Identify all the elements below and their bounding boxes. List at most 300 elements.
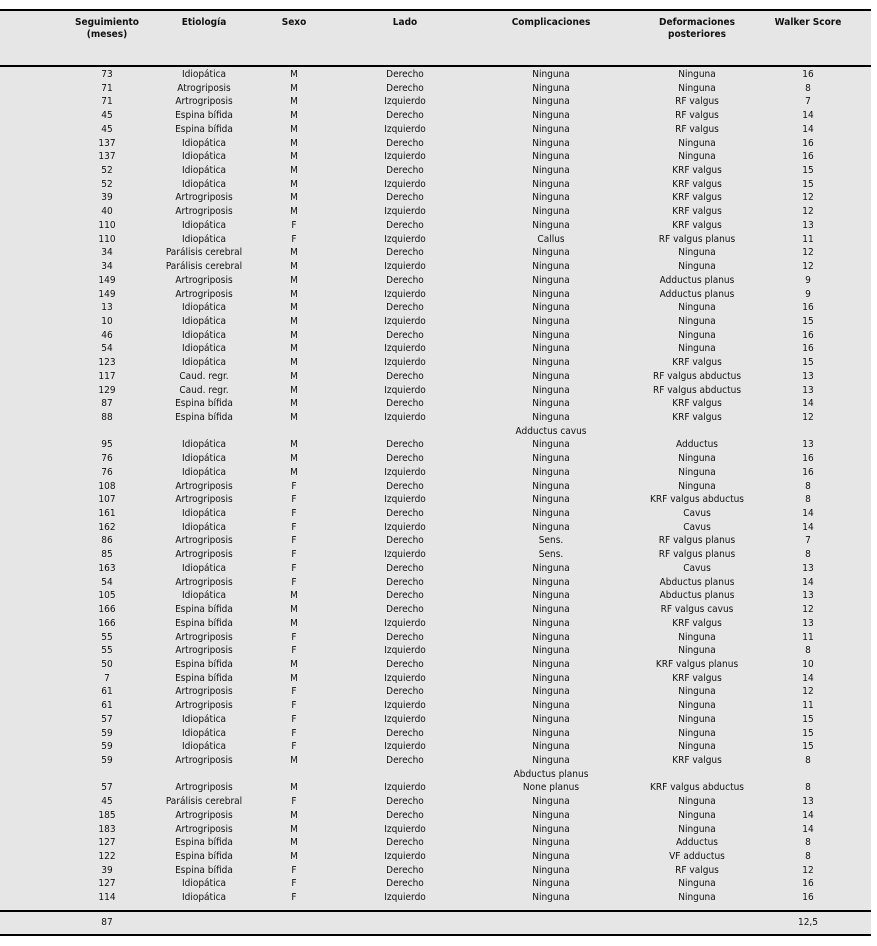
cell-lado: Derecho [386, 192, 424, 204]
cell-complicaciones: Ninguna [532, 439, 570, 451]
cell-sexo: M [290, 137, 298, 149]
cell-seguimiento: 45 [101, 123, 113, 135]
cell-deformaciones: Ninguna [678, 645, 716, 657]
cell-deformaciones: Ninguna [678, 261, 716, 273]
table-row [0, 260, 871, 274]
cell-complicaciones: Ninguna [532, 700, 570, 712]
cell-seguimiento: 55 [101, 631, 113, 643]
cell-complicaciones: Ninguna [532, 892, 570, 904]
cell-seguimiento: 86 [101, 535, 113, 547]
cell-complicaciones: Ninguna [532, 453, 570, 465]
cell-seguimiento: 59 [101, 741, 113, 753]
cell-seguimiento: 34 [101, 247, 113, 259]
cell-walker-score: 8 [805, 645, 811, 657]
cell-seguimiento: 166 [98, 604, 116, 616]
cell-deformaciones: Cavus [683, 562, 711, 574]
cell-deformaciones: Ninguna [678, 480, 716, 492]
cell-lado: Derecho [386, 302, 424, 314]
header-seguimiento [75, 17, 139, 41]
table-row [0, 754, 871, 768]
table-row [0, 288, 871, 302]
table-row [0, 95, 871, 109]
cell-seguimiento: 161 [98, 508, 116, 520]
table-body [0, 67, 871, 912]
cell-sexo: M [290, 151, 298, 163]
cell-etiologia: Idiopática [181, 165, 227, 177]
cell-complicaciones: Callus [537, 233, 565, 245]
cell-lado: Izquierdo [384, 672, 426, 684]
cell-complicaciones: Ninguna [532, 370, 570, 382]
cell-seguimiento: 149 [98, 288, 116, 300]
cell-lado: Derecho [386, 82, 424, 94]
table-row [0, 534, 871, 548]
cell-complicaciones: Ninguna [532, 878, 570, 890]
cell-deformaciones: Ninguna [678, 453, 716, 465]
cell-walker-score: 12 [802, 686, 814, 698]
cell-etiologia: Parálisis cerebral [165, 247, 243, 259]
table-row [0, 507, 871, 521]
cell-etiologia: Artrogriposis [175, 288, 233, 300]
cell-seguimiento: 34 [101, 261, 113, 273]
header-lado: Lado [392, 17, 418, 28]
table-row [0, 205, 871, 219]
cell-sexo: M [290, 343, 298, 355]
cell-walker-score: 14 [802, 823, 814, 835]
cell-deformaciones: Ninguna [678, 137, 716, 149]
cell-complicaciones: Ninguna [532, 219, 570, 231]
cell-sexo: F [291, 645, 297, 657]
cell-sexo: M [290, 412, 298, 423]
cell-complicaciones: Ninguna [532, 357, 570, 369]
cell-etiologia: Artrogriposis [175, 645, 233, 657]
cell-sexo: M [290, 755, 298, 766]
cell-seguimiento: 162 [98, 521, 116, 533]
cell-sexo: M [290, 247, 298, 259]
cell-sexo: F [291, 219, 297, 231]
cell-complicaciones: Ninguna [532, 178, 570, 190]
cell-etiologia: Caud. regr. [179, 370, 229, 382]
cell-seguimiento: 123 [98, 357, 116, 369]
cell-complicaciones: Ninguna [532, 686, 570, 698]
cell-deformaciones: Adductus planus [659, 288, 735, 300]
cell-lado: Izquierdo [384, 315, 426, 327]
cell-lado: Izquierdo [384, 617, 426, 629]
cell-etiologia: Idiopática [181, 343, 227, 355]
cell-complicaciones: Ninguna [532, 864, 570, 876]
cell-complicaciones: Ninguna [532, 302, 570, 314]
cell-seguimiento: 163 [98, 562, 116, 574]
cell-seguimiento: 52 [101, 178, 113, 190]
cell-lado: Izquierdo [384, 357, 426, 369]
cell-etiologia: Artrogriposis [175, 480, 233, 492]
cell-seguimiento: 71 [101, 82, 113, 94]
cell-lado: Derecho [386, 370, 424, 382]
cell-seguimiento: 46 [101, 329, 113, 341]
cell-deformaciones: Cavus [683, 508, 711, 520]
table-row [0, 233, 871, 247]
cell-complicaciones: Ninguna [532, 631, 570, 643]
cell-complicaciones: Ninguna [532, 398, 570, 410]
cell-walker-score: 8 [805, 494, 811, 506]
cell-complicaciones: Ninguna [532, 658, 570, 670]
cell-seguimiento: 149 [98, 274, 116, 286]
cell-walker-score: 16 [802, 302, 814, 314]
cell-walker-score: 8 [805, 837, 811, 849]
table-row [0, 864, 871, 878]
cell-complicaciones: Ninguna [532, 604, 570, 616]
cell-deformaciones: Ninguna [678, 892, 716, 904]
cell-lado: Izquierdo [384, 892, 426, 904]
cell-seguimiento: 137 [98, 137, 116, 149]
cell-deformaciones: KRF valgus [672, 192, 722, 204]
cell-walker-score: 9 [805, 274, 811, 286]
cell-lado: Derecho [386, 755, 424, 766]
cell-deformaciones: RF valgus cavus [660, 604, 734, 616]
cell-sexo: M [290, 357, 298, 369]
table-row [0, 493, 871, 507]
cell-etiologia: Idiopática [181, 69, 227, 80]
cell-deformaciones: KRF valgus abductus [650, 782, 744, 794]
cell-etiologia: Artrogriposis [175, 494, 233, 506]
cell-lado: Izquierdo [384, 741, 426, 753]
cell-lado: Izquierdo [384, 123, 426, 135]
cell-deformaciones: Ninguna [678, 631, 716, 643]
cell-etiologia: Espina bífida [175, 658, 233, 670]
cell-lado: Izquierdo [384, 96, 426, 108]
cell-lado: Derecho [386, 809, 424, 821]
header-sexo: Sexo [281, 17, 307, 28]
cell-etiologia: Idiopática [181, 727, 227, 739]
cell-lado: Izquierdo [384, 233, 426, 245]
cell-complicaciones: Ninguna [532, 851, 570, 863]
cell-etiologia: Espina bífida [175, 837, 233, 849]
cell-walker-score: 16 [802, 466, 814, 478]
cell-etiologia: Artrogriposis [175, 535, 233, 547]
cell-complicaciones: Abductus planus [513, 768, 589, 780]
cell-deformaciones: Ninguna [678, 878, 716, 890]
cell-complicaciones: Ninguna [532, 521, 570, 533]
cell-sexo: F [291, 535, 297, 547]
cell-complicaciones: Ninguna [532, 274, 570, 286]
cell-etiologia: Artrogriposis [175, 782, 233, 794]
table-row [0, 740, 871, 754]
cell-seguimiento: 117 [98, 370, 116, 382]
cell-walker-score: 8 [805, 82, 811, 94]
cell-lado: Izquierdo [384, 851, 426, 863]
cell-deformaciones: Ninguna [678, 809, 716, 821]
cell-deformaciones: KRF valgus [672, 412, 722, 423]
cell-lado: Izquierdo [384, 384, 426, 396]
cell-sexo: F [291, 549, 297, 561]
cell-deformaciones: Ninguna [678, 302, 716, 314]
cell-complicaciones: Ninguna [532, 508, 570, 520]
cell-complicaciones: Ninguna [532, 617, 570, 629]
header-seguimiento-line1: Seguimiento [75, 17, 139, 28]
cell-deformaciones: Ninguna [678, 315, 716, 327]
cell-walker-score: 8 [805, 755, 811, 766]
cell-deformaciones: Ninguna [678, 69, 716, 80]
cell-walker-score: 12 [802, 412, 814, 423]
cell-seguimiento: 110 [98, 233, 116, 245]
table-row [0, 109, 871, 123]
cell-complicaciones: Ninguna [532, 247, 570, 259]
table-row [0, 68, 871, 82]
cell-etiologia: Artrogriposis [175, 755, 233, 766]
cell-etiologia: Idiopática [181, 315, 227, 327]
table-row [0, 891, 871, 905]
cell-seguimiento: 39 [101, 864, 113, 876]
cell-walker-score: 15 [802, 713, 814, 725]
cell-etiologia: Parálisis cerebral [165, 796, 243, 808]
cell-sexo: F [291, 892, 297, 904]
cell-sexo: M [290, 82, 298, 94]
cell-walker-score: 8 [805, 851, 811, 863]
cell-deformaciones: Abductus planus [659, 576, 735, 588]
cell-sexo: M [290, 178, 298, 190]
table-row [0, 425, 871, 439]
table-row [0, 672, 871, 686]
cell-walker-score: 16 [802, 892, 814, 904]
table-row [0, 274, 871, 288]
cell-complicaciones: None planus [522, 782, 580, 794]
table-row [0, 384, 871, 398]
cell-etiologia: Idiopática [181, 878, 227, 890]
table-row [0, 576, 871, 590]
cell-sexo: F [291, 713, 297, 725]
cell-sexo: M [290, 192, 298, 204]
cell-complicaciones: Ninguna [532, 809, 570, 821]
cell-sexo: F [291, 233, 297, 245]
cell-seguimiento: 50 [101, 658, 113, 670]
cell-deformaciones: Ninguna [678, 151, 716, 163]
cell-complicaciones: Ninguna [532, 69, 570, 80]
cell-sexo: M [290, 466, 298, 478]
table-row [0, 219, 871, 233]
cell-seguimiento: 108 [98, 480, 116, 492]
cell-complicaciones: Ninguna [532, 645, 570, 657]
table-row [0, 521, 871, 535]
cell-walker-score: 12 [802, 864, 814, 876]
cell-walker-score: 16 [802, 69, 814, 80]
cell-complicaciones: Ninguna [532, 261, 570, 273]
cell-walker-score: 7 [805, 535, 811, 547]
cell-sexo: F [291, 480, 297, 492]
cell-sexo: F [291, 864, 297, 876]
cell-lado: Derecho [386, 535, 424, 547]
cell-walker-score: 12 [802, 247, 814, 259]
cell-etiologia: Idiopática [181, 329, 227, 341]
table-row [0, 246, 871, 260]
cell-complicaciones: Sens. [538, 535, 564, 547]
cell-seguimiento: 122 [98, 851, 116, 863]
cell-etiologia: Artrogriposis [175, 549, 233, 561]
cell-sexo: M [290, 96, 298, 108]
cell-lado: Derecho [386, 480, 424, 492]
cell-deformaciones: Ninguna [678, 823, 716, 835]
cell-etiologia: Espina bífida [175, 110, 233, 122]
cell-seguimiento: 166 [98, 617, 116, 629]
cell-sexo: M [290, 384, 298, 396]
cell-etiologia: Idiopática [181, 357, 227, 369]
cell-seguimiento: 57 [101, 782, 113, 794]
table-row [0, 480, 871, 494]
cell-walker-score: 14 [802, 508, 814, 520]
table-row [0, 356, 871, 370]
table-row [0, 823, 871, 837]
cell-seguimiento: 54 [101, 343, 113, 355]
cell-walker-score: 13 [802, 439, 814, 451]
cell-complicaciones: Ninguna [532, 796, 570, 808]
cell-seguimiento: 76 [101, 453, 113, 465]
table-row [0, 329, 871, 343]
cell-etiologia: Espina bífida [175, 864, 233, 876]
cell-sexo: M [290, 274, 298, 286]
cell-seguimiento: 40 [101, 206, 113, 218]
cell-lado: Izquierdo [384, 261, 426, 273]
cell-etiologia: Artrogriposis [175, 206, 233, 218]
table-row [0, 82, 871, 96]
cell-walker-score: 16 [802, 151, 814, 163]
cell-seguimiento: 45 [101, 110, 113, 122]
cell-complicaciones: Ninguna [532, 151, 570, 163]
table-row [0, 548, 871, 562]
cell-sexo: F [291, 686, 297, 698]
cell-walker-score: 12 [802, 261, 814, 273]
cell-complicaciones: Ninguna [532, 96, 570, 108]
cell-walker-score: 13 [802, 562, 814, 574]
cell-deformaciones: RF valgus [675, 110, 719, 122]
cell-deformaciones: KRF valgus [672, 398, 722, 410]
cell-complicaciones: Ninguna [532, 823, 570, 835]
cell-walker-score: 14 [802, 576, 814, 588]
cell-walker-score: 14 [802, 110, 814, 122]
cell-lado: Derecho [386, 878, 424, 890]
header-walker-score: Walker Score [774, 17, 842, 28]
cell-walker-score: 14 [802, 123, 814, 135]
table-row [0, 617, 871, 631]
cell-seguimiento: 87 [101, 398, 113, 410]
cell-deformaciones: KRF valgus [672, 357, 722, 369]
cell-etiologia: Idiopática [181, 521, 227, 533]
cell-seguimiento: 110 [98, 219, 116, 231]
cell-complicaciones: Ninguna [532, 192, 570, 204]
cell-lado: Izquierdo [384, 713, 426, 725]
cell-sexo: F [291, 878, 297, 890]
cell-walker-score: 12 [802, 192, 814, 204]
cell-complicaciones: Ninguna [532, 494, 570, 506]
header-seguimiento-line2: (meses) [86, 29, 128, 40]
cell-deformaciones: KRF valgus [672, 755, 722, 766]
cell-lado: Izquierdo [384, 343, 426, 355]
cell-complicaciones: Ninguna [532, 741, 570, 753]
table-row [0, 137, 871, 151]
cell-lado: Derecho [386, 439, 424, 451]
cell-etiologia: Idiopática [181, 178, 227, 190]
cell-lado: Derecho [386, 219, 424, 231]
cell-lado: Derecho [386, 329, 424, 341]
table-row [0, 795, 871, 809]
cell-walker-score: 9 [805, 288, 811, 300]
cell-lado: Derecho [386, 631, 424, 643]
cell-complicaciones: Ninguna [532, 165, 570, 177]
table-row [0, 397, 871, 411]
cell-walker-score: 13 [802, 370, 814, 382]
cell-complicaciones: Ninguna [532, 672, 570, 684]
cell-sexo: M [290, 837, 298, 849]
cell-seguimiento: 183 [98, 823, 116, 835]
cell-etiologia: Artrogriposis [175, 700, 233, 712]
cell-sexo: F [291, 727, 297, 739]
cell-etiologia: Idiopática [181, 562, 227, 574]
cell-etiologia: Idiopática [181, 741, 227, 753]
cell-complicaciones: Ninguna [532, 384, 570, 396]
table-row [0, 603, 871, 617]
table-row [0, 631, 871, 645]
cell-deformaciones: RF valgus abductus [652, 370, 742, 382]
cell-complicaciones: Ninguna [532, 713, 570, 725]
cell-walker-score: 15 [802, 357, 814, 369]
footer-seguimiento-mean: 87 [101, 917, 113, 928]
cell-seguimiento: 71 [101, 96, 113, 108]
cell-sexo: M [290, 398, 298, 410]
cell-etiologia: Espina bífida [175, 851, 233, 863]
cell-lado: Derecho [386, 508, 424, 520]
cell-seguimiento: 129 [98, 384, 116, 396]
cell-sexo: F [291, 494, 297, 506]
table-row [0, 658, 871, 672]
cell-complicaciones: Ninguna [532, 837, 570, 849]
cell-seguimiento: 73 [101, 69, 113, 80]
cell-sexo: M [290, 315, 298, 327]
cell-deformaciones: Ninguna [678, 727, 716, 739]
table-row [0, 123, 871, 137]
cell-sexo: M [290, 658, 298, 670]
cell-sexo: M [290, 439, 298, 451]
cell-etiologia: Idiopática [181, 137, 227, 149]
table-row [0, 768, 871, 782]
cell-complicaciones: Ninguna [532, 727, 570, 739]
table-row [0, 466, 871, 480]
cell-lado: Izquierdo [384, 288, 426, 300]
cell-seguimiento: 45 [101, 796, 113, 808]
cell-complicaciones: Ninguna [532, 343, 570, 355]
cell-deformaciones: Ninguna [678, 796, 716, 808]
cell-walker-score: 14 [802, 398, 814, 410]
cell-seguimiento: 39 [101, 192, 113, 204]
cell-walker-score: 13 [802, 590, 814, 602]
header-deformaciones [659, 17, 735, 41]
table-row [0, 438, 871, 452]
cell-walker-score: 7 [805, 96, 811, 108]
cell-etiologia: Espina bífida [175, 412, 233, 423]
cell-walker-score: 13 [802, 219, 814, 231]
cell-seguimiento: 88 [101, 412, 113, 423]
cell-seguimiento: 61 [101, 700, 113, 712]
cell-seguimiento: 107 [98, 494, 116, 506]
cell-sexo: M [290, 782, 298, 794]
cell-deformaciones: Ninguna [678, 700, 716, 712]
cell-etiologia: Artrogriposis [175, 274, 233, 286]
cell-seguimiento: 61 [101, 686, 113, 698]
cell-complicaciones: Ninguna [532, 562, 570, 574]
cell-sexo: M [290, 123, 298, 135]
cell-lado: Derecho [386, 727, 424, 739]
data-table [0, 9, 871, 936]
cell-walker-score: 15 [802, 178, 814, 190]
cell-lado: Izquierdo [384, 178, 426, 190]
cell-etiologia: Idiopática [181, 466, 227, 478]
cell-lado: Izquierdo [384, 206, 426, 218]
